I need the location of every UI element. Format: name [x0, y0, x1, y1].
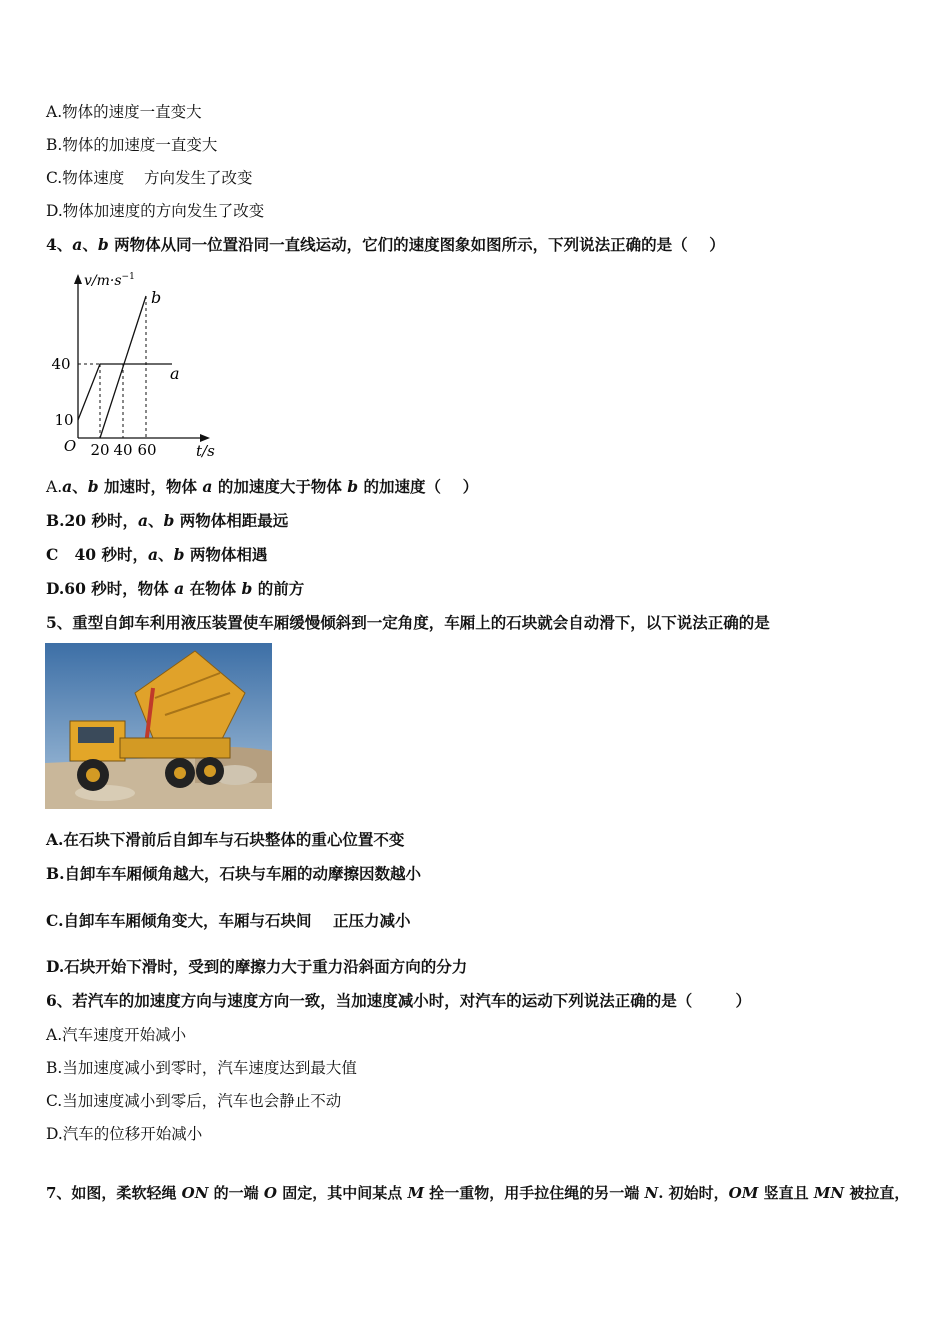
x-tick-40: 40 — [113, 441, 133, 459]
q3-option-a: A.物体的速度一直变大 — [46, 103, 202, 121]
origin-label: O — [63, 437, 77, 455]
q7-stem: 7、如图，柔软轻绳 ON 的一端 O 固定，其中间某点 M 拴一重物，用手拉住绳的另一端 N. 初始时，OM 竖直且 MN 被拉直， — [46, 1184, 910, 1202]
q6-stem: 6、若汽车的加速度方向与速度方向一致，当加速度减小时，对汽车的运动下列说法正确的是（ ） — [46, 991, 751, 1010]
q5-stem: 5、重型自卸车利用液压装置使车厢缓慢倾斜到一定角度，车厢上的石块就会自动滑下，以下说法正确的是 — [46, 613, 770, 632]
x-tick-60: 60 — [137, 441, 157, 459]
line-b — [100, 296, 146, 438]
q4-option-a: A.a、b 加速时，物体 a 的加速度大于物体 b 的加速度（ ） — [46, 477, 479, 496]
x-tick-20: 20 — [90, 441, 110, 459]
q4-option-c: C 40 秒时，a、b 两物体相遇 — [46, 545, 268, 564]
x-axis-arrow-icon — [200, 434, 210, 442]
line-a-label: a — [170, 364, 180, 383]
q6-option-a: A.汽车速度开始减小 — [46, 1026, 187, 1044]
q3-option-c: C.物体速度 方向发生了改变 — [46, 169, 253, 187]
q4-stem: 4、a、b 两物体从同一位置沿同一直线运动，它们的速度图象如图所示，下列说法正确的是（ ） — [46, 235, 725, 254]
line-b-label: b — [151, 288, 162, 307]
q3-option-b: B.物体的加速度一直变大 — [46, 136, 218, 154]
q4-velocity-time-graph — [46, 266, 226, 462]
q5-option-c: C.自卸车车厢倾角变大，车厢与石块间 正压力减小 — [46, 911, 411, 930]
y-axis-arrow-icon — [74, 274, 82, 284]
q5-option-d: D.石块开始下滑时，受到的摩擦力大于重力沿斜面方向的分力 — [46, 957, 468, 976]
y-tick-10: 10 — [54, 411, 74, 429]
q6-option-c: C.当加速度减小到零后，汽车也会静止不动 — [46, 1092, 342, 1110]
x-axis-label: t/s — [196, 442, 215, 460]
q6-option-d: D.汽车的位移开始减小 — [46, 1125, 203, 1143]
q3-option-d: D.物体加速度的方向发生了改变 — [46, 202, 265, 220]
y-axis-label: $v/m\cdot s^{-1}$ — [84, 272, 135, 289]
line-a — [78, 364, 172, 420]
q6-option-b: B.当加速度减小到零时，汽车速度达到最大值 — [46, 1059, 357, 1077]
dump-truck-photo — [45, 643, 272, 809]
q5-option-a: A.在石块下滑前后自卸车与石块整体的重心位置不变 — [46, 830, 405, 849]
y-tick-40: 40 — [51, 355, 71, 373]
q4-option-d: D.60 秒时，物体 a 在物体 b 的前方 — [46, 579, 305, 598]
q5-option-b: B.自卸车车厢倾角越大，石块与车厢的动摩擦因数越小 — [46, 864, 421, 883]
q4-option-b: B.20 秒时，a、b 两物体相距最远 — [46, 511, 289, 530]
